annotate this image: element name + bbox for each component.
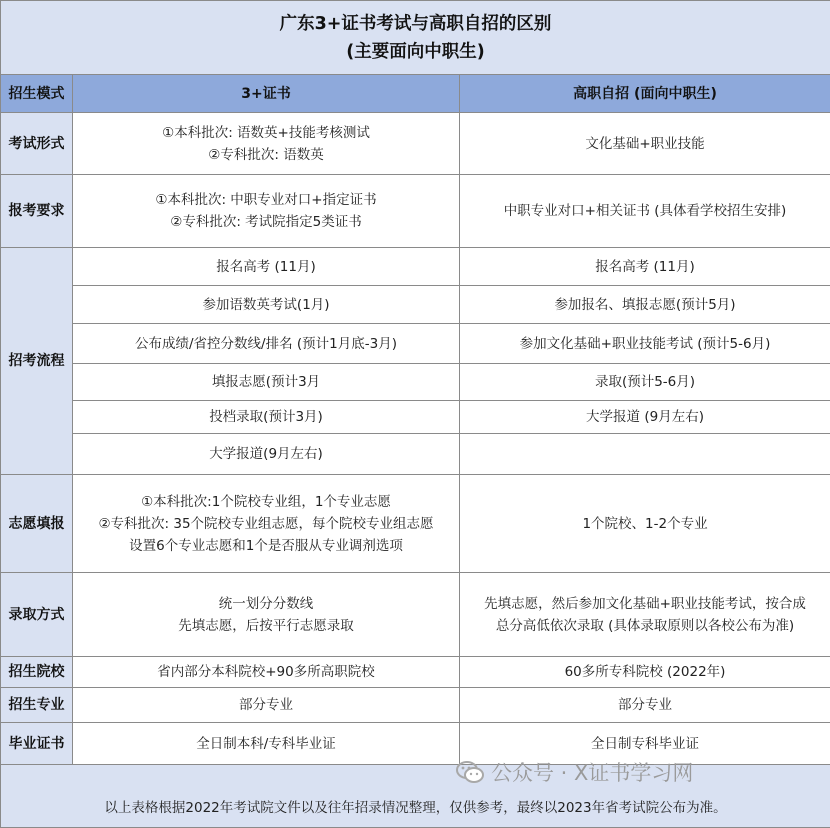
cell-line: 先填志愿，后按平行志愿录取	[77, 615, 455, 637]
cell-zizhao: 文化基础+职业技能	[460, 113, 830, 175]
row-label: 报考要求	[1, 175, 73, 248]
cell-line: ①本科批次:1个院校专业组，1个专业志愿	[77, 491, 455, 513]
wechat-icon	[455, 759, 485, 785]
process-step: 参加文化基础+职业技能考试 (预计5-6月)	[460, 324, 830, 364]
title-line-2: (主要面向中职生)	[5, 38, 826, 66]
process-step: 报名高考 (11月)	[460, 248, 830, 286]
cell-zizhao: 60多所专科院校 (2022年)	[460, 657, 830, 688]
row-process	[1, 324, 830, 364]
process-step: 填报志愿(预计3月	[73, 364, 460, 401]
row-label: 招生专业	[1, 688, 73, 723]
cell-3plus: 省内部分本科院校+90多所高职院校	[73, 657, 460, 688]
process-step: 参加报名、填报志愿(预计5月)	[460, 286, 830, 324]
cell-zizhao: 全日制专科毕业证	[460, 723, 830, 765]
cell-3plus: 部分专业	[73, 688, 460, 723]
process-step: 报名高考 (11月)	[73, 248, 460, 286]
cell-3plus	[73, 113, 460, 175]
cell-zizhao	[460, 573, 830, 657]
row-label: 毕业证书	[1, 723, 73, 765]
cell-3plus	[73, 573, 460, 657]
cell-3plus	[73, 175, 460, 248]
row-label: 考试形式	[1, 113, 73, 175]
row-label: 录取方式	[1, 573, 73, 657]
cell-line: 总分高低依次录取 (具体录取原则以各校公布为准)	[464, 615, 826, 637]
row-schools	[1, 657, 830, 688]
row-exam-form	[1, 113, 830, 175]
cell-line: 统一划分分数线	[77, 593, 455, 615]
watermark	[455, 757, 693, 787]
cell-line: ②专科批次: 语数英	[77, 144, 455, 166]
row-process	[1, 364, 830, 401]
cell-zizhao: 部分专业	[460, 688, 830, 723]
row-majors	[1, 688, 830, 723]
cell-line: ①本科批次: 语数英+技能考核测试	[77, 122, 455, 144]
row-process	[1, 286, 830, 324]
cell-3plus	[73, 475, 460, 573]
header-row	[1, 75, 830, 113]
row-process	[1, 401, 830, 434]
cell-zizhao: 1个院校、1-2个专业	[460, 475, 830, 573]
row-admission	[1, 573, 830, 657]
process-step: 录取(预计5-6月)	[460, 364, 830, 401]
process-step: 大学报道 (9月左右)	[460, 401, 830, 434]
cell-line: ②专科批次: 35个院校专业组志愿，每个院校专业组志愿	[77, 513, 455, 535]
row-requirements	[1, 175, 830, 248]
row-label: 招考流程	[1, 248, 73, 475]
cell-3plus: 全日制本科/专科毕业证	[73, 723, 460, 765]
process-step: 参加语数英考试(1月)	[73, 286, 460, 324]
process-step: 投档录取(预计3月)	[73, 401, 460, 434]
row-label: 招生院校	[1, 657, 73, 688]
cell-line: 设置6个专业志愿和1个是否服从专业调剂选项	[77, 535, 455, 557]
header-col1: 3+证书	[73, 75, 460, 113]
row-certificate	[1, 723, 830, 765]
cell-line: ①本科批次: 中职专业对口+指定证书	[77, 189, 455, 211]
watermark-text: 公众号 · X证书学习网	[491, 757, 693, 787]
process-step	[460, 434, 830, 475]
cell-line: 先填志愿，然后参加文化基础+职业技能考试，按合成	[464, 593, 826, 615]
process-step: 公布成绩/省控分数线/排名 (预计1月底-3月)	[73, 324, 460, 364]
row-process	[1, 248, 830, 286]
process-step: 大学报道(9月左右)	[73, 434, 460, 475]
row-label: 志愿填报	[1, 475, 73, 573]
footer-note: 以上表格根据2022年考试院文件以及往年招录情况整理，仅供参考，最终以2023年省考试院公布为准。	[1, 765, 830, 828]
cell-line: ②专科批次: 考试院指定5类证书	[77, 211, 455, 233]
footer-row	[1, 765, 830, 828]
row-process	[1, 434, 830, 475]
header-col2: 高职自招 (面向中职生)	[460, 75, 830, 113]
header-mode: 招生模式	[1, 75, 73, 113]
cell-zizhao: 中职专业对口+相关证书 (具体看学校招生安排)	[460, 175, 830, 248]
table-title	[1, 1, 830, 75]
title-row	[1, 1, 830, 75]
title-line-1: 广东3+证书考试与高职自招的区别	[5, 10, 826, 38]
row-application	[1, 475, 830, 573]
